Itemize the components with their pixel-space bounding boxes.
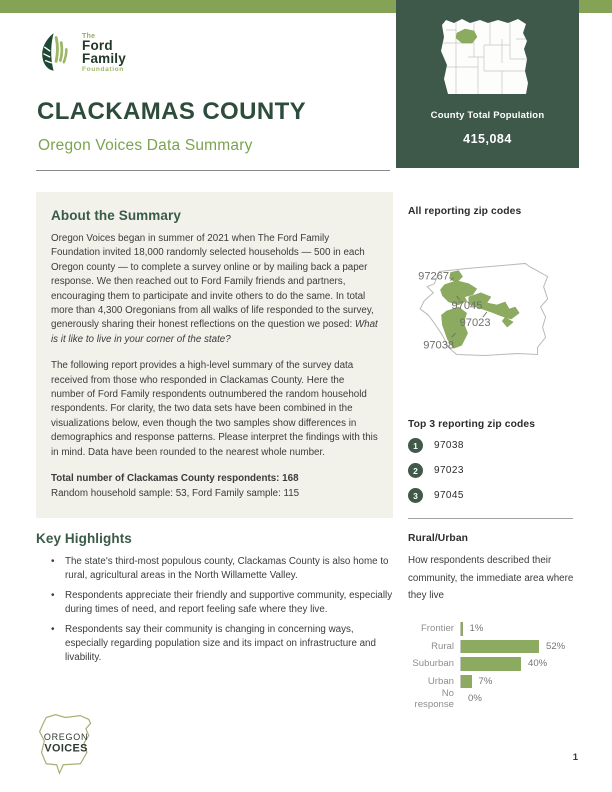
chart-bar: [461, 675, 472, 689]
top-zip-row: [408, 463, 464, 478]
all-zip-codes-heading: All reporting zip codes: [408, 206, 522, 217]
zip-label-97023: 97023: [459, 317, 491, 330]
rural-urban-description: How respondents described their community, the immediate area where they live: [408, 555, 574, 602]
zip-code-map: [406, 256, 578, 368]
rank-badge: 2: [408, 463, 423, 478]
top-zips-list: [408, 438, 464, 513]
footer-logo-line2: VOICES: [44, 742, 88, 755]
chart-value-label: 52%: [546, 640, 566, 652]
chart-value-label: 40%: [528, 658, 548, 670]
about-paragraph-1-text: Oregon Voices began in summer of 2021 when The Ford Family Foundation invited 18,000 randomly selected households — 500 in each Oregon county — to complete a survey online or by mailing back a paper response. We then reached out to Ford Family friends and partners, encouraging them to participate and invite others to do the same. In total more than 4,300 Oregonians from all walks of life responded to the survey, generously sharing their honest reflections on the question we posed:: [51, 233, 374, 331]
bar-track: [460, 692, 461, 706]
header-divider: [36, 170, 390, 171]
population-value: 415,084: [463, 132, 512, 146]
about-paragraph-2: The following report provides a high-level summary of the survey data received from those who responded in Clackamas County. Here the number of Ford Family respondents outnumbered the random household respondents. For clarity, the two data sets have been combined in the visualizations below, even though the two samples show differences in demographics and response patterns. Please interpret the findings with this in mind. Data have been rounded to the nearest whole number.: [51, 360, 378, 458]
oregon-voices-logo: [33, 708, 101, 778]
chart-value-label: 7%: [478, 675, 493, 687]
top-zips-heading: Top 3 reporting zip codes: [408, 419, 536, 430]
about-heading: About the Summary: [51, 208, 181, 223]
rank-badge: 3: [408, 488, 423, 503]
page-title: CLACKAMAS COUNTY: [37, 98, 307, 125]
chart-bar: [461, 640, 539, 654]
about-paragraph-1: [51, 232, 378, 347]
ford-logo-text: [82, 30, 126, 73]
right-column-divider: [408, 518, 573, 519]
top-zip-row: [408, 488, 464, 503]
bar-track: [460, 640, 539, 654]
about-summary-panel: [36, 192, 393, 518]
top-zip-code: 97038: [434, 440, 464, 451]
key-highlights-list: [36, 555, 394, 666]
footer-logo-line1: OREGON: [43, 732, 89, 743]
chart-row: [403, 620, 593, 638]
population-label: County Total Population: [430, 110, 545, 121]
ford-logo-pre: The: [82, 33, 96, 40]
chart-category-label: Rural: [431, 640, 454, 652]
chart-value-label: 0%: [468, 693, 482, 705]
chart-category-label: Suburban: [412, 658, 454, 670]
oregon-state-map: [425, 15, 551, 103]
rural-urban-bar-chart: [403, 620, 593, 708]
ford-logo-sub: Foundation: [82, 65, 124, 73]
highlight-item: • Respondents say their community is changing in concerning ways, especially regarding population size and its impact on infrastructure and livability.: [51, 623, 394, 666]
top-zip-row: [408, 438, 464, 453]
bar-track: [460, 657, 521, 671]
bar-track: [460, 622, 463, 636]
top-zip-code: 97045: [434, 490, 464, 501]
key-highlights-heading: Key Highlights: [36, 531, 132, 546]
chart-row: [403, 687, 593, 710]
highlight-item: • Respondents appreciate their friendly and supportive community, especially during times of need, and report feeling safe where they live.: [51, 589, 394, 618]
county-population-panel: [396, 0, 579, 168]
chart-bar: [461, 657, 521, 671]
page-subtitle: Oregon Voices Data Summary: [38, 137, 253, 154]
chart-bar: [461, 622, 463, 636]
chart-category-label: No response: [414, 687, 454, 710]
chart-row: [403, 655, 593, 673]
chart-row: [403, 638, 593, 656]
total-respondents-line: Total number of Clackamas County respondents: 168: [51, 473, 299, 485]
leaf-icon: [40, 30, 74, 74]
bar-track: [460, 675, 472, 689]
ford-family-logo: [40, 30, 126, 74]
top-zip-code: 97023: [434, 465, 464, 476]
ford-logo-name2: Family: [82, 50, 126, 66]
zip-label-97038: 97038: [423, 339, 455, 352]
chart-category-label: Urban: [427, 675, 454, 687]
rank-badge: 1: [408, 438, 423, 453]
chart-value-label: 1%: [469, 623, 484, 635]
ford-logo-name1: Ford: [82, 38, 113, 53]
about-paragraph-1-question: What is it like to live in your corner of the state?: [51, 319, 378, 345]
rural-urban-heading: Rural/Urban: [408, 533, 469, 544]
zip-label-97045: 97045: [451, 299, 483, 312]
key-highlights-section: [36, 531, 394, 671]
chart-category-label: Frontier: [420, 623, 454, 635]
sample-breakdown-line: Random household sample: 53, Ford Family sample: 115: [51, 487, 300, 499]
zip-label-97267: 97267: [418, 270, 450, 283]
page-number: 1: [572, 752, 578, 763]
highlight-item: • The state's third-most populous county, Clackamas County is also home to rural, agricultural areas in the North Willamette Valley.: [51, 555, 394, 584]
